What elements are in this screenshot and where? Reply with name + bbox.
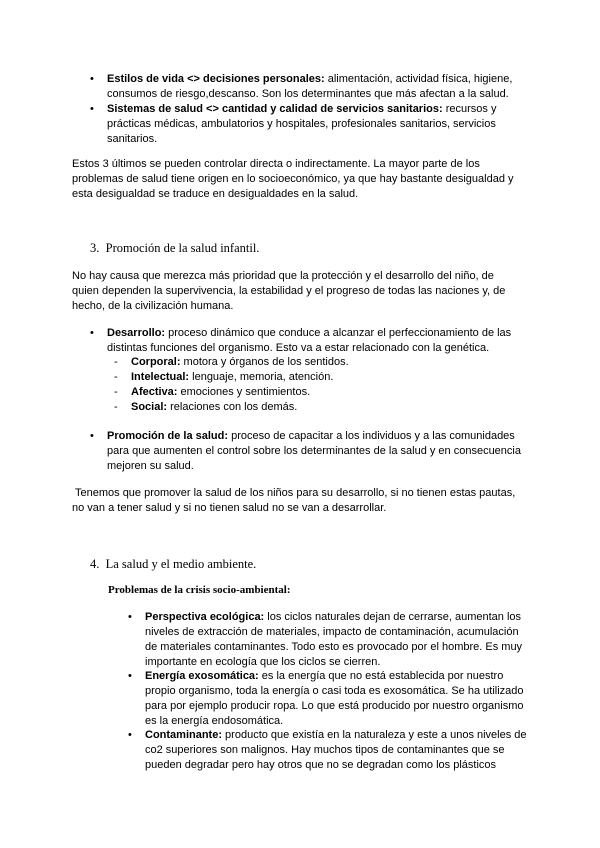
section-number: 4. — [90, 557, 100, 571]
item-text: es la energía que no está establecida por nuestro propio organismo, toda la energía o casi toda es exosomática. Se ha utilizado para por ejemplo producir ropa. Lo que está producido por nuestro organismo es la energía endosomática. — [145, 670, 524, 727]
item-label: Afectiva: — [131, 386, 178, 398]
bullet-icon: • — [128, 611, 132, 623]
item-text: proceso dinámico que conduce a alcanzar el perfeccionamiento de las distintas funciones del organismo. Esto va a estar relacionado con la genética. — [107, 327, 512, 354]
dash-icon: - — [114, 371, 118, 383]
item-label: Corporal: — [131, 356, 181, 368]
section-heading — [90, 556, 256, 572]
section-title: Promoción de la salud infantil. — [105, 241, 260, 255]
bullet-icon: • — [128, 729, 132, 741]
subheading: Problemas de la crisis socio-ambiental: — [108, 584, 291, 596]
dash-icon: - — [114, 401, 118, 413]
bullet-icon: • — [90, 103, 94, 115]
bullet-icon: • — [90, 430, 94, 442]
bullet-icon: • — [90, 73, 94, 85]
item-text: emociones y sentimientos. — [177, 386, 311, 398]
section-heading — [90, 240, 259, 256]
item-text: relaciones con los demás. — [167, 401, 298, 413]
item-label: Estilos de vida <> decisiones personales: — [107, 73, 325, 85]
dash-icon: - — [114, 356, 118, 368]
item-label: Contaminante: — [145, 729, 222, 741]
item-label: Intelectual: — [131, 371, 190, 383]
item-text: los ciclos naturales dejan de cerrarse, aumentan los niveles de extracción de materiales, impacto de contaminación, acumulación de materiales contaminantes. Todo esto es provocado por el hombre. Es muy importante en ecología que los ciclos se cierren. — [145, 611, 523, 668]
item-text: alimentación, actividad física, higiene, consumos de riesgo,descanso. Son los determinantes que más afectan a la salud. — [107, 73, 513, 100]
item-label: Social: — [131, 401, 168, 413]
paragraph: No hay causa que merezca más prioridad que la protección y el desarrollo del niño, de quien dependen la supervivencia, la estabilidad y el progreso de todas las naciones y, de hecho, de la civilización humana. — [72, 270, 506, 312]
paragraph: Estos 3 últimos se pueden controlar directa o indirectamente. La mayor parte de los problemas de salud tiene origen en lo socioeconómico, ya que hay bastante desigualdad y esta desigualdad se traduce en desigualdades en la salud. — [72, 158, 514, 200]
item-text: motora y órganos de los sentidos. — [180, 356, 349, 368]
item-label: Sistemas de salud <> cantidad y calidad de servicios sanitarios: — [107, 103, 443, 115]
paragraph: Tenemos que promover la salud de los niños para su desarrollo, si no tienen estas pautas, no van a tener salud y si no tienen salud no se van a desarrollar. — [72, 487, 516, 514]
section-number: 3. — [90, 241, 100, 255]
section-title: La salud y el medio ambiente. — [105, 557, 257, 571]
item-text: proceso de capacitar a los individuos y a las comunidades para que aumenten el control sobre los determinantes de la salud y en consecuencia mejoren su salud. — [107, 430, 521, 472]
item-label: Perspectiva ecológica: — [145, 611, 265, 623]
item-text: lenguaje, memoria, atención. — [189, 371, 334, 383]
item-label: Energía exosomática: — [145, 670, 259, 682]
item-label: Desarrollo: — [107, 327, 166, 339]
item-label: Promoción de la salud: — [107, 430, 229, 442]
dash-icon: - — [114, 386, 118, 398]
item-text: producto que existía en la naturaleza y este a unos niveles de co2 superiores son malignos. Hay muchos tipos de contaminantes que se pueden degradar pero hay otros que no se degradan como los plásticos — [145, 729, 527, 771]
bullet-icon: • — [90, 327, 94, 339]
bullet-icon: • — [128, 670, 132, 682]
item-text: recursos y prácticas médicas, ambulatorios y hospitales, profesionales sanitarios, servicios sanitarios. — [107, 103, 497, 145]
